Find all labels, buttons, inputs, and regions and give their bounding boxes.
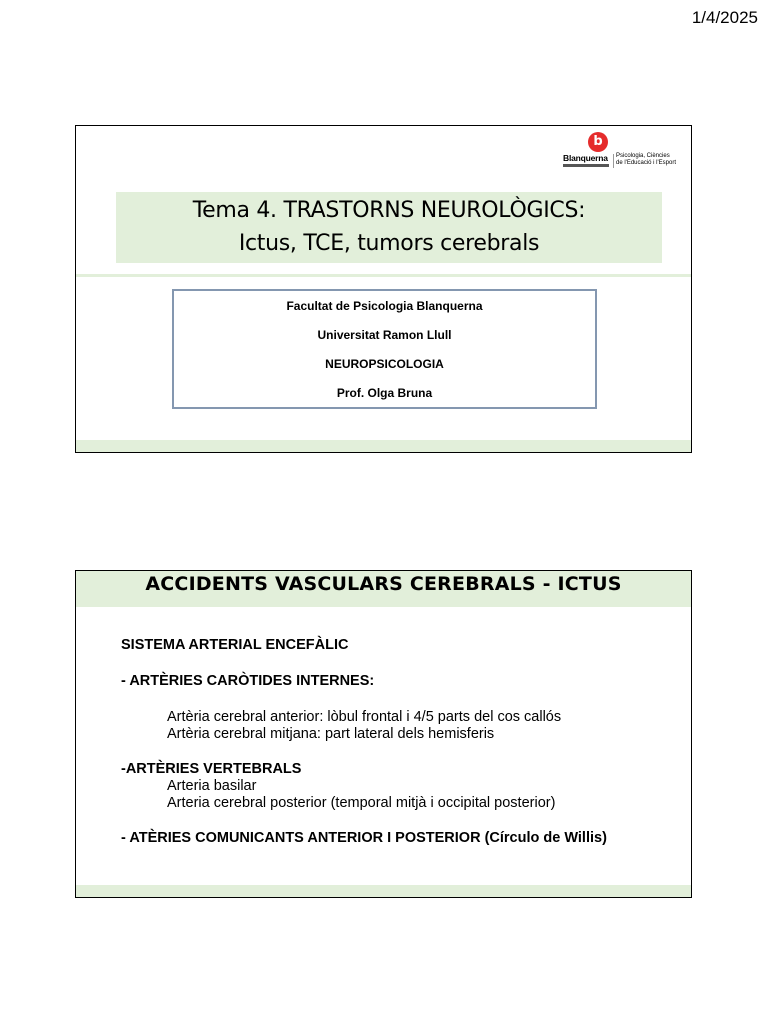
logo-subtitle xyxy=(616,153,686,167)
info-university: Universitat Ramon Llull xyxy=(317,328,452,342)
slide-footer-band xyxy=(76,885,691,897)
slide-body xyxy=(121,637,607,847)
section-heading: SISTEMA ARTERIAL ENCEFÀLIC xyxy=(121,637,349,653)
logo-subtitle-line2: de l'Educació i l'Esport xyxy=(616,160,676,166)
logo-subtitle-line1: Psicologia, Ciències xyxy=(616,153,670,159)
info-faculty: Facultat de Psicologia Blanquerna xyxy=(286,299,483,313)
info-professor: Prof. Olga Bruna xyxy=(336,386,433,400)
logo-name: Blanquerna xyxy=(563,153,608,163)
title-divider xyxy=(76,274,691,277)
slide-title-box xyxy=(116,192,662,263)
title-line-2: Ictus, TCE, tumors cerebrals xyxy=(238,231,540,256)
title-line-1: Tema 4. TRASTORNS NEUROLÒGICS: xyxy=(192,198,586,223)
slide-heading: ACCIDENTS VASCULARS CEREBRALS - ICTUS xyxy=(76,571,691,607)
logo-bar xyxy=(563,164,609,167)
list-item: Artèria cerebral anterior: lòbul frontal i 4/5 parts del cos callós xyxy=(167,709,562,725)
list-item: Artèria cerebral mitjana: part lateral dels hemisferis xyxy=(167,726,495,742)
carotides-heading: - ARTÈRIES CARÒTIDES INTERNES: xyxy=(121,673,375,689)
list-item: Arteria basilar xyxy=(167,778,257,794)
slide-ictus xyxy=(75,570,692,898)
page-date: 1/4/2025 xyxy=(691,8,758,27)
logo-separator xyxy=(613,154,614,168)
info-subject: NEUROPSICOLOGIA xyxy=(325,357,444,371)
list-item: Arteria cerebral posterior (temporal mitjà i occipital posterior) xyxy=(167,795,556,811)
slide-title xyxy=(75,125,692,453)
slide-footer-band xyxy=(76,440,691,452)
vertebrals-heading: -ARTÈRIES VERTEBRALS xyxy=(121,761,302,777)
blanquerna-b-icon: b xyxy=(588,132,608,152)
course-info-box xyxy=(172,289,597,409)
blanquerna-logo xyxy=(563,132,685,168)
comunicants-heading: - ATÈRIES COMUNICANTS ANTERIOR I POSTERIOR (Círculo de Willis) xyxy=(121,830,607,846)
